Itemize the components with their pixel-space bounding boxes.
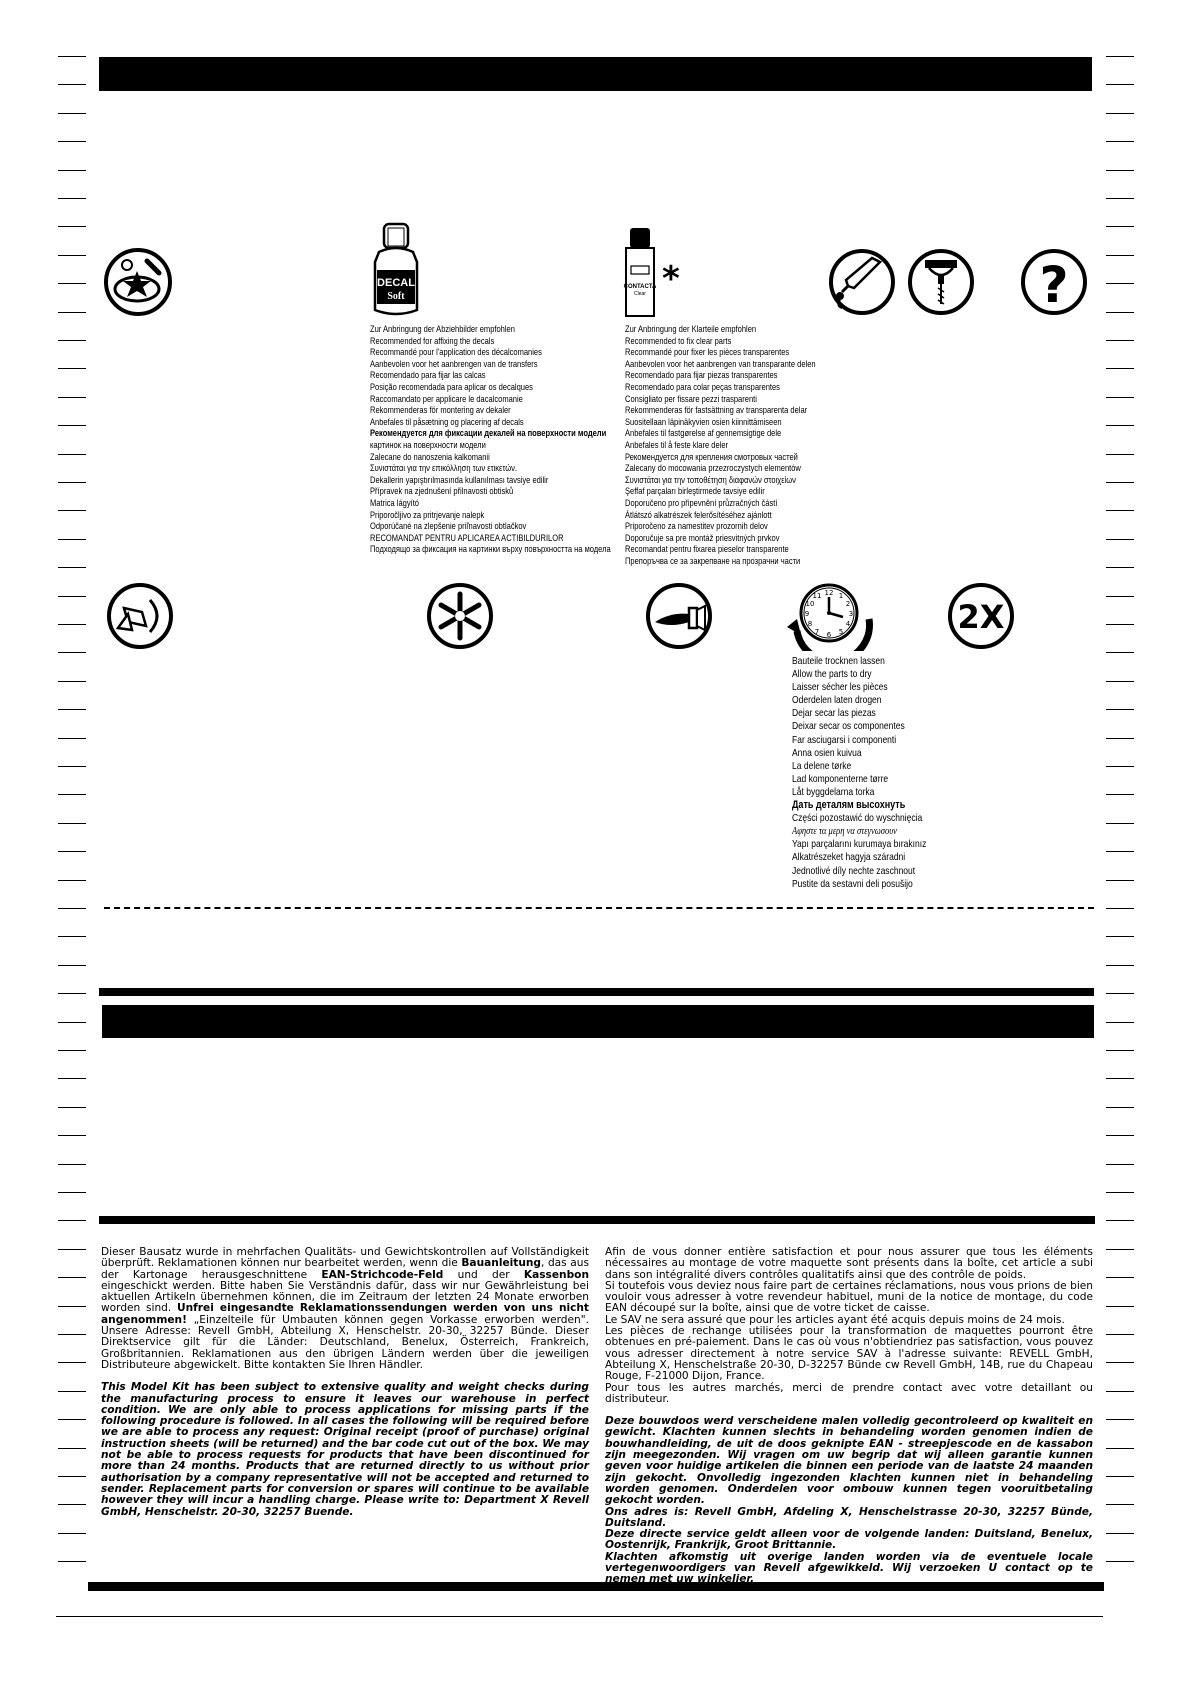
decal-soft-recommendation-list [370,324,611,556]
margin-tick [1106,965,1134,966]
decal-soft-bottle-icon [371,222,421,318]
list-line: Deixar secar os componentes [792,721,905,733]
svg-text:3: 3 [848,610,854,618]
drill-icon [907,248,975,316]
margin-tick [1106,312,1134,313]
contacta-clear-recommendation-list [625,324,816,567]
margin-tick [1106,539,1134,540]
margin-tick [58,567,86,568]
contacta-brand: CONTACTA [623,284,657,290]
margin-tick [1106,652,1134,653]
clock-drying-time-icon [785,579,875,651]
list-line: Rekommenderas för fastsättning av transparenta delar [625,405,808,416]
margin-tick [1106,425,1134,426]
decal-soft-sub: Soft [387,291,405,302]
margin-tick [1106,56,1134,57]
contacta-sub: Clear [634,291,646,297]
svg-text:6: 6 [826,631,832,639]
list-line: Rekommenderas för montering av dekaler [370,405,511,416]
margin-tick [1106,1192,1134,1193]
margin-tick [58,1448,86,1449]
margin-tick [58,993,86,994]
margin-tick [58,283,86,284]
margin-tick [58,226,86,227]
margin-tick [58,198,86,199]
list-line: Doporučeno pro připevnění průzračných částí [625,497,778,508]
list-line: Dejar secar las piezas [792,708,876,720]
margin-tick [58,1107,86,1108]
list-line: Alkatrészeket hagyja száradni [792,852,906,864]
contacta-asterisk: * [662,259,680,299]
text-run: „Einzelteile für Umbauten können gegen Vorkasse erworben werden". Unsere Adresse: Revell GmbH, Abteilung X, Henschelstr. 20-30, 32257 Bünde. Dieser Direktservice gilt für die Länder: Deutschland, Benelux, Österreich, Frankreich, Großbritannien. Reklamationen aus den übrigen Ländern werden über die jeweiligen Distributeure abgewickelt. Bitte kontakten Sie Ihren Händler. [101,1313,589,1371]
svg-text:5: 5 [838,628,844,636]
margin-tick [1106,1107,1134,1108]
margin-tick [58,1306,86,1307]
text-run: eingeschickt werden. Bitte haben Sie Verständnis dafür, dass wir nur Gewährleistung bei aktuellen Artikeln übernehmen können, die im Zeitraum der letzten 24 Monate erworben worden sind. [101,1279,589,1315]
margin-tick [1106,1306,1134,1307]
service-column-left [101,1247,589,1518]
margin-tick [58,596,86,597]
margin-tick [1106,567,1134,568]
paint-dish-icon [103,247,173,317]
optional-parts-icon [426,582,494,650]
hobby-knife-icon [645,582,713,650]
list-line: Aanbevolen voor het aanbrengen van de transfers [370,358,538,369]
list-line: Pustite da sestavni deli posušijo [792,878,913,890]
text-run: Unfrei eingesandte Reklamationssendungen werden von uns nicht angenommen! [101,1302,589,1326]
list-line: Posição recomendada para aplicar os decalques [370,381,533,392]
margin-tick [58,425,86,426]
svg-text:9: 9 [804,610,810,618]
margin-tick [58,482,86,483]
margin-tick [58,312,86,313]
svg-text:10: 10 [805,600,815,608]
margin-tick [1106,1362,1134,1363]
margin-tick [1106,794,1134,795]
list-line: Låt byggdelarna torka [792,786,875,798]
margin-tick [1106,1078,1134,1079]
margin-tick [1106,226,1134,227]
list-line: Anbefales til å feste klare deler [625,439,729,450]
rotate-around-icon [106,582,174,650]
text-run: Bauanleitung [461,1257,541,1270]
margin-tick [58,823,86,824]
list-line: Matrica lágyító [370,497,419,508]
margin-tick [1106,624,1134,625]
list-line: Oderdelen laten drogen [792,695,882,707]
list-line: Yapı parçalarını kurumaya bırakınız [792,839,927,851]
margin-tick [1106,1448,1134,1449]
margin-tick [58,709,86,710]
margin-tick [58,454,86,455]
margin-tick [58,1220,86,1221]
margin-tick [58,738,86,739]
list-line: Şeffaf parçaları birleştirmede tavsiye edilir [625,486,765,497]
margin-tick [1106,1050,1134,1051]
text-run: , das aus der Kartonage herausgeschnittene [101,1257,589,1281]
service-text-french [605,1247,1093,1405]
list-line: Odporúčané na zlepšenie priľnavosti obtlačkov [370,521,527,532]
margin-tick [1106,141,1134,142]
margin-tick [58,84,86,85]
paragraph: Deze bouwdoos werd verscheidene malen volledig gecontroleerd op kwaliteit en gewicht. Klachten kunnen slechts in behandeling worden genomen indien de bouwhandleiding, de uit de doos geknipte EAN - streepjescode en de kassabon zijn meegezonden. Wij vragen om uw begrip dat wij alleen garantie kunnen geven voor huidige artikelen die binnen een periode van de laatste 24 maanden zijn gekocht. Onvolledig ingezonden klachten kunnen niet in behandeling worden genomen. Onderdelen voor ombouw kunnen tegen vooruitbetaling gekocht worden. [605,1415,1093,1507]
margin-tick [58,1192,86,1193]
margin-tick [1106,1476,1134,1477]
margin-tick [58,255,86,256]
margin-tick [1106,993,1134,994]
list-line: Αφηστε τα μερη να στεγνωσουν [792,826,897,838]
contacta-clear-bottle-icon [622,226,658,318]
margin-tick [1106,1533,1134,1534]
list-line: Raccomandato per applicare le dacalcomanie [370,393,523,404]
repeat-twice-icon [947,582,1015,650]
repeat-twice-label: 2X [957,598,1005,636]
margin-tick [58,397,86,398]
margin-tick [1106,113,1134,114]
list-line: Zalecane do nanoszenia kalkomanii [370,451,490,462]
list-line: Suositellaan läpinäkyvien osien kiinnittämiseen [625,416,782,427]
margin-tick [58,652,86,653]
margin-tick [58,1533,86,1534]
margin-tick [1106,1419,1134,1420]
dry-parts-list [792,655,926,891]
list-line: Anbefales til fastgørelse af gennemsigtige dele [625,428,782,439]
margin-tick [58,539,86,540]
margin-tick [58,113,86,114]
text-run: Kassenbon [523,1268,589,1281]
margin-tick [58,851,86,852]
list-line: La delene tørke [792,760,852,772]
list-line: Priporočeno za namestitev prozornih delov [625,521,768,532]
list-line: Recomendado para fijar piezas transparentes [625,370,778,381]
list-line: Дать деталям высохнуть [792,799,906,812]
section-header-bar [102,1005,1094,1038]
list-line: Dekallerin yapıştırılmasında kullanılması tavsiye edilir [370,474,549,485]
margin-tick [1106,198,1134,199]
list-line: Allow the parts to dry [792,669,872,681]
list-line: Bauteile trocknen lassen [792,656,885,667]
glue-tube-icon [828,248,896,316]
list-line: Jednotlivé díly nechte zaschnout [792,865,916,877]
margin-tick [58,368,86,369]
margin-tick [58,1334,86,1335]
list-line: Doporučuje sa pre montáž priesvitných prvkov [625,532,780,543]
service-column-right [605,1247,1093,1586]
service-divider-bar [99,1216,1095,1224]
margin-tick [1106,880,1134,881]
svg-text:2: 2 [845,600,851,608]
margin-tick [58,170,86,171]
list-line: Recomendado para fijar las calcas [370,370,486,381]
list-line: Recommandé pour fixer les pièces transparentes [625,347,790,358]
margin-tick [58,1050,86,1051]
text-run: EAN-Strichcode-Feld [321,1268,444,1281]
margin-tick [58,1135,86,1136]
margin-tick [1106,1135,1134,1136]
list-line: Consigliato per fissare pezzi trasparenti [625,393,757,404]
margin-tick [1106,1220,1134,1221]
margin-tick [1106,681,1134,682]
dashed-cut-line [104,907,1094,909]
margin-tick [58,1022,86,1023]
margin-tick [58,1277,86,1278]
list-line: RECOMANDAT PENTRU APLICAREA ACTIBILDURILOR [370,532,564,543]
svg-text:8: 8 [807,620,813,628]
list-line: Recomandat pentru fixarea pieselor transparente [625,544,789,555]
paragraph: Si toutefois vous deviez nous faire part de certaines réclamations, nous vous prions de bien vouloir vous adresser à votre revendeur habituel, muni de la notice de montage, du code EAN découpé sur la boîte, ainsi que de votre ticket de caisse. [605,1279,1093,1315]
margin-tick [58,141,86,142]
margin-tick [58,1249,86,1250]
list-line: Anbefales til påsætning og placering af decals [370,416,524,427]
margin-tick [1106,1561,1134,1562]
svg-text:4: 4 [845,620,851,628]
margin-tick [1106,340,1134,341]
decal-soft-brand: DECAL [377,277,415,289]
margin-ticks-left [58,0,88,1685]
margin-tick [58,340,86,341]
list-line: Препоръчва се за закрепване на прозрачни части [625,555,801,566]
list-line: Części pozostawić do wyschnięcia [792,813,923,825]
service-text-german [101,1247,589,1371]
margin-tick [58,1476,86,1477]
service-text-dutch [605,1416,1093,1585]
margin-tick [58,1419,86,1420]
margin-tick [58,1164,86,1165]
margin-tick [58,624,86,625]
margin-tick [58,766,86,767]
margin-tick [1106,482,1134,483]
paragraph: Ons adres is: Revell GmbH, Afdeling X, Henschelstrasse 20-30, 32257 Bünde, Duitsland. [605,1505,1093,1529]
paragraph: Klachten afkomstig uit overige landen worden via de eventuele locale vertegenwoordigers van Revell afgewikkeld. Wij verzoeken U contact op te nemen met uw winkelier. [605,1550,1093,1586]
margin-tick [1106,1504,1134,1505]
margin-tick [58,880,86,881]
margin-tick [1106,1164,1134,1165]
paragraph: Pour tous les autres marchés, merci de prendre contact avec votre detaillant ou distributeur. [605,1381,1093,1405]
list-line: Recommandé pour l'application des décalcomanies [370,347,542,358]
margin-tick [1106,255,1134,256]
list-line: Zalecany do mocowania przezroczystych elementów [625,463,801,474]
list-line: Far asciugarsi i componenti [792,734,897,746]
list-line: Recommended to fix clear parts [625,335,732,346]
top-header-bar [99,57,1092,91]
paragraph: Afin de vous donner entière satisfaction et pour nous assurer que tous les éléments nécessaires au montage de votre maquette sont présents dans la boîte, cet article a subi dans son intégralité divers contrôles qualitatifs ainsi que des contrôle de poids. [605,1246,1093,1281]
margin-tick [58,510,86,511]
text-run: Dieser Bausatz wurde in mehrfachen Qualitäts- und Gewichtskontrollen auf Vollständigkeit überprüft. Reklamationen können nur bearbeitet werden, wenn die [101,1246,589,1270]
margin-tick [58,681,86,682]
margin-tick [58,794,86,795]
margin-tick [1106,709,1134,710]
list-line: Přípravek na zjednušení přilnavosti obtisků [370,486,514,497]
margin-tick [1106,1022,1134,1023]
bottom-hairline [56,1616,1103,1617]
list-line: Lad komponenterne tørre [792,773,889,785]
list-line: Подходящо за фиксация на картинки върху повърхността на модела [370,544,611,555]
margin-ticks-right [1106,0,1136,1685]
list-line: Laisser sécher les pièces [792,682,888,694]
margin-tick [1106,936,1134,937]
list-line: Recomendado para colar peças transparentes [625,381,780,392]
margin-tick [58,936,86,937]
svg-text:1: 1 [838,592,844,600]
margin-tick [58,1504,86,1505]
margin-tick [1106,738,1134,739]
margin-tick [1106,510,1134,511]
paragraph: Le SAV ne sera assuré que pour les articles ayant été acquis depuis moins de 24 mois. [605,1313,1065,1326]
margin-tick [1106,851,1134,852]
service-text-english: This Model Kit has been subject to extensive quality and weight checks during the manufacturing process to ensure it leaves our warehouse in perfect condition. We are only able to process applications for missing parts if the following procedure is followed. In all cases the following will be required before we are able to process any request: Original receipt (proof of purchase) original instruction sheets (will be returned) and the bar code cut out of the box. We may not be able to process requests for products that have been discontinued for more than 24 months. Products that are returned directly to us without prior authorisation by a company representative will not be accepted and returned to sender. Replacement parts for conversion or spares will continue to be available however they will incur a handling charge. Please write to: Department X Revell GmbH, Henschelstr. 20-30, 32257 Buende. [101,1381,589,1518]
list-line: Aanbevolen voor het aanbrengen van transparante delen [625,358,816,369]
margin-tick [1106,596,1134,597]
paragraph: Les pièces de rechange utilisées pour la transformation de maquettes pourront être obtenues en pré-paiement. Dans le cas où vous n'obtiendriez pas satisfaction, vous pouvez vous adresser directement à notre service SAV à l'adresse suivante: REVELL GmbH, Abteilung X, Henschelstraße 20-30, D-32257 Bünde cw Revell GmbH, 14B, rue du Chapeau Rouge, F-21000 Dijon, France. [605,1325,1093,1383]
margin-tick [58,1391,86,1392]
margin-tick [1106,454,1134,455]
list-line: Рекомендуется для фиксации декалей на поверхности модели [370,428,607,439]
list-line: Anna osien kuivua [792,747,862,759]
list-line: Συνιστάται για την τοποθέτηση διαφανών στοιχείων [625,474,796,485]
list-line: картинок на поверхности модели [370,439,486,450]
margin-tick [1106,1277,1134,1278]
list-line: Zur Anbringung der Klarteile empfohlen [625,324,757,334]
list-line: Priporočljivo za pritrjevanje nalepk [370,509,485,520]
svg-text:11: 11 [812,592,822,600]
margin-tick [1106,1391,1134,1392]
margin-tick [58,56,86,57]
list-line: Átlátszó alkatrészek felerősítéséhez ajánlott [625,509,772,520]
margin-tick [58,965,86,966]
margin-tick [1106,1334,1134,1335]
margin-tick [1106,84,1134,85]
list-line: Zur Anbringung der Abziehbilder empfohlen [370,324,515,334]
divider-bar-thin [99,988,1094,996]
help-icon-glyph: ? [1039,256,1069,314]
list-line: Recommended for affixing the decals [370,335,495,346]
margin-tick [58,1362,86,1363]
paragraph: Deze directe service geldt alleen voor de volgende landen: Duitsland, Benelux, Oostenrijk, Frankrijk, Groot Brittannie. [605,1528,1093,1552]
margin-tick [1106,823,1134,824]
margin-tick [1106,397,1134,398]
svg-text:7: 7 [814,628,820,636]
help-icon [1020,248,1088,316]
list-line: Рекомендуется для крепления смотровых частей [625,451,798,462]
margin-tick [58,1561,86,1562]
margin-tick [1106,368,1134,369]
text-run: und der [443,1268,524,1281]
margin-tick [58,908,86,909]
margin-tick [1106,908,1134,909]
margin-tick [1106,283,1134,284]
svg-text:12: 12 [824,589,834,597]
margin-tick [1106,766,1134,767]
margin-tick [58,1078,86,1079]
margin-tick [1106,1249,1134,1250]
margin-tick [1106,170,1134,171]
list-line: Συνιστάται για την επικόλληση των ετικετών. [370,463,517,474]
